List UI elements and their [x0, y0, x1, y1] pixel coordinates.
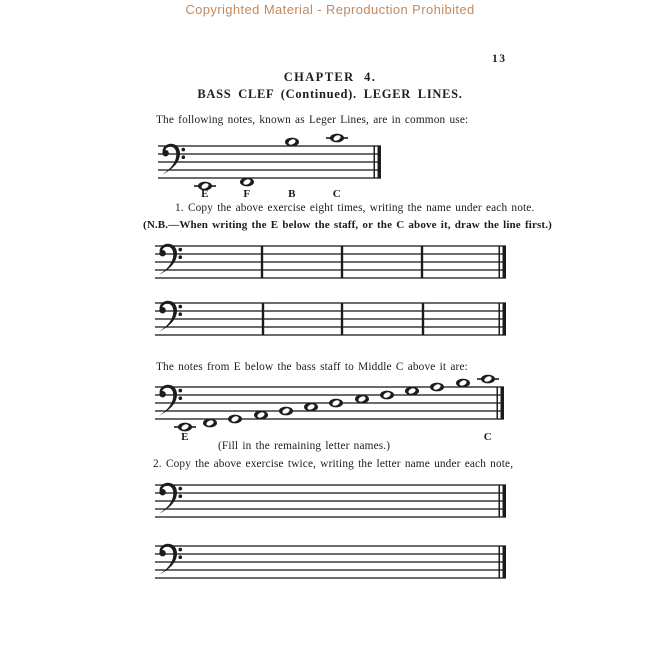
staff-line — [155, 310, 506, 311]
end-barline-thick — [503, 485, 507, 517]
chapter-subheading: BASS CLEF (Continued). LEGER LINES. — [197, 87, 463, 101]
staff-leger-example — [158, 134, 381, 200]
chapter-heading: CHAPTER 4. — [283, 70, 377, 84]
whole-note — [254, 411, 268, 420]
fill-in-note: (Fill in the remaining letter names.) — [218, 440, 391, 452]
staff-line — [155, 569, 506, 570]
page-number: 13 — [492, 53, 507, 65]
staff-line — [155, 516, 506, 517]
staff-line — [155, 410, 504, 411]
whole-note — [477, 375, 499, 443]
staff-line — [158, 161, 381, 162]
staff-line — [155, 253, 506, 254]
staff-line — [158, 153, 381, 154]
note-label: C — [483, 431, 493, 443]
staff-exercise1-blank-1 — [155, 244, 506, 279]
staff-line — [155, 245, 506, 246]
exercise2-instruction: 2. Copy the above exercise twice, writing the letter name under each note, — [153, 458, 514, 470]
barline — [422, 303, 424, 335]
note-label: C — [332, 188, 342, 200]
whole-note — [405, 387, 419, 396]
whole-note — [279, 407, 293, 416]
staff-exercise2-blank-1 — [155, 483, 506, 518]
note-label: F — [243, 188, 251, 200]
barline — [261, 246, 263, 278]
whole-note — [430, 383, 444, 392]
end-barline-thin — [499, 546, 501, 578]
staff-line — [155, 545, 506, 546]
end-barline-thick — [378, 146, 382, 178]
whole-note — [329, 399, 343, 408]
whole-note — [355, 395, 369, 404]
staff-line — [155, 508, 506, 509]
whole-note — [203, 419, 217, 428]
staff-line — [158, 145, 381, 146]
staff-line — [158, 177, 381, 178]
staff-line — [155, 492, 506, 493]
whole-note — [194, 182, 216, 200]
exercise1-nb-note: (N.B.—When writing the E below the staff, or the C above it, draw the line first.) — [143, 219, 552, 231]
intro-text: The following notes, known as Leger Lines, are in common use: — [156, 114, 469, 126]
end-barline-thin — [499, 303, 501, 335]
end-barline-thick — [501, 387, 505, 419]
staff-line — [155, 326, 506, 327]
staff-line — [155, 484, 506, 485]
whole-note — [228, 415, 242, 424]
staff-line — [155, 261, 506, 262]
whole-note — [240, 178, 254, 200]
staff-scale-e-to-middle-c — [155, 375, 504, 443]
note-label: E — [181, 431, 189, 443]
whole-note — [326, 134, 348, 200]
copyright-watermark: Copyrighted Material - Reproduction Prohibited — [185, 2, 475, 17]
staff-exercise1-blank-2 — [155, 301, 506, 336]
note-label: B — [288, 188, 296, 200]
barline — [341, 246, 343, 278]
staff-line — [155, 577, 506, 578]
barline — [341, 303, 343, 335]
whole-note — [174, 423, 196, 443]
staff-line — [158, 169, 381, 170]
staff-line — [155, 318, 506, 319]
whole-note — [304, 403, 318, 412]
end-barline-thin — [499, 485, 501, 517]
end-barline-thick — [503, 303, 507, 335]
end-barline-thick — [503, 246, 507, 278]
staff-line — [155, 334, 506, 335]
scale-intro-text: The notes from E below the bass staff to Middle C above it are: — [156, 361, 468, 373]
barline — [262, 303, 264, 335]
staff-line — [155, 500, 506, 501]
end-barline-thick — [503, 546, 507, 578]
staff-line — [155, 386, 504, 387]
barline — [421, 246, 423, 278]
whole-note — [380, 391, 394, 400]
end-barline-thin — [497, 387, 499, 419]
note-label: E — [201, 188, 209, 200]
staff-line — [155, 561, 506, 562]
staff-exercise2-blank-2 — [155, 544, 506, 579]
staff-line — [155, 302, 506, 303]
staff-line — [155, 277, 506, 278]
end-barline-thin — [499, 246, 501, 278]
staff-line — [155, 553, 506, 554]
staff-line — [155, 394, 504, 395]
whole-note — [285, 138, 299, 200]
whole-note — [456, 379, 470, 388]
exercise1-instruction: 1. Copy the above exercise eight times, writing the name under each note. — [175, 202, 535, 214]
end-barline-thin — [374, 146, 376, 178]
staff-line — [155, 269, 506, 270]
